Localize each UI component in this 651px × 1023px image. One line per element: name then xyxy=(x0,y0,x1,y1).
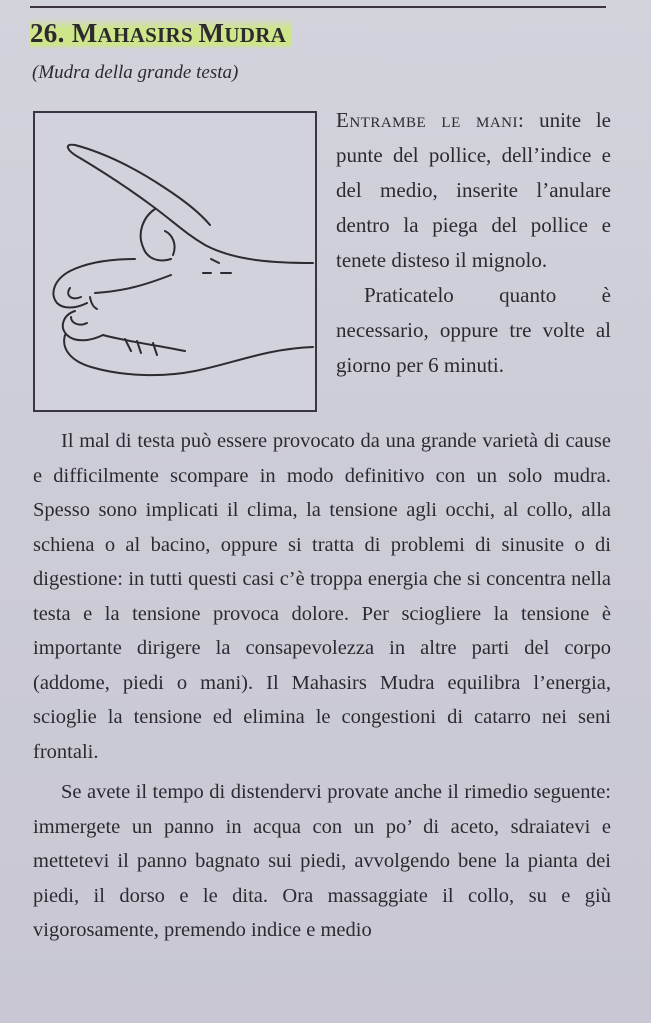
remedy-paragraph: Se avete il tempo di distendervi provate anche il rimedio seguente: immergete un panno in acqua con un po’ di aceto, sdraiatevi e mettetevi il panno bagnato sui piedi, avvolgendo bene la pianta dei piedi, il dorso e le dita. Ora massaggiate il collo, su e giù vigorosamente, premendo indice e medio xyxy=(33,781,611,941)
instructions-text: unite le punte del pollice, dell’indice e del medio, inserite l’anulare dentro la piega del pollice e tenete disteso il mignolo. xyxy=(336,108,611,272)
section-number: 26. xyxy=(30,18,65,48)
top-rule xyxy=(30,6,606,8)
subtitle: (Mudra della grande testa) xyxy=(32,62,239,83)
instructions-paragraph xyxy=(336,103,611,278)
side-instructions xyxy=(336,103,611,383)
page-title xyxy=(30,18,292,49)
hand-mudra-icon xyxy=(35,113,315,410)
lead-in: Entrambe le mani: xyxy=(336,108,525,132)
title-word-2: MUDRA xyxy=(198,18,287,48)
headache-paragraph: Il mal di testa può essere provocato da una grande varietà di cause e difficilmente scompare in modo definitivo con un solo mudra. Spesso sono implicati il clima, la tensione agli occhi, al collo, alla schiena o al bacino, oppure si tratta di problemi di sinusite o di digestione: in tutti questi casi c’è troppa energia che si concentra nella testa e la tensione provoca dolore. Per sciogliere la tensione è importante dirigere la consapevolezza in altre parti del corpo (addome, piedi o mani). Il Mahasirs Mudra equilibra l’energia, scioglie la tensione ed elimina le congestioni di catarro nei seni frontali. xyxy=(33,430,611,763)
title-word-1: MAHASIRS xyxy=(71,18,199,48)
practice-paragraph: Praticatelo quanto è necessario, oppure tre volte al giorno per 6 minuti. xyxy=(336,283,611,377)
main-text xyxy=(33,424,611,948)
hand-mudra-illustration xyxy=(33,111,317,412)
